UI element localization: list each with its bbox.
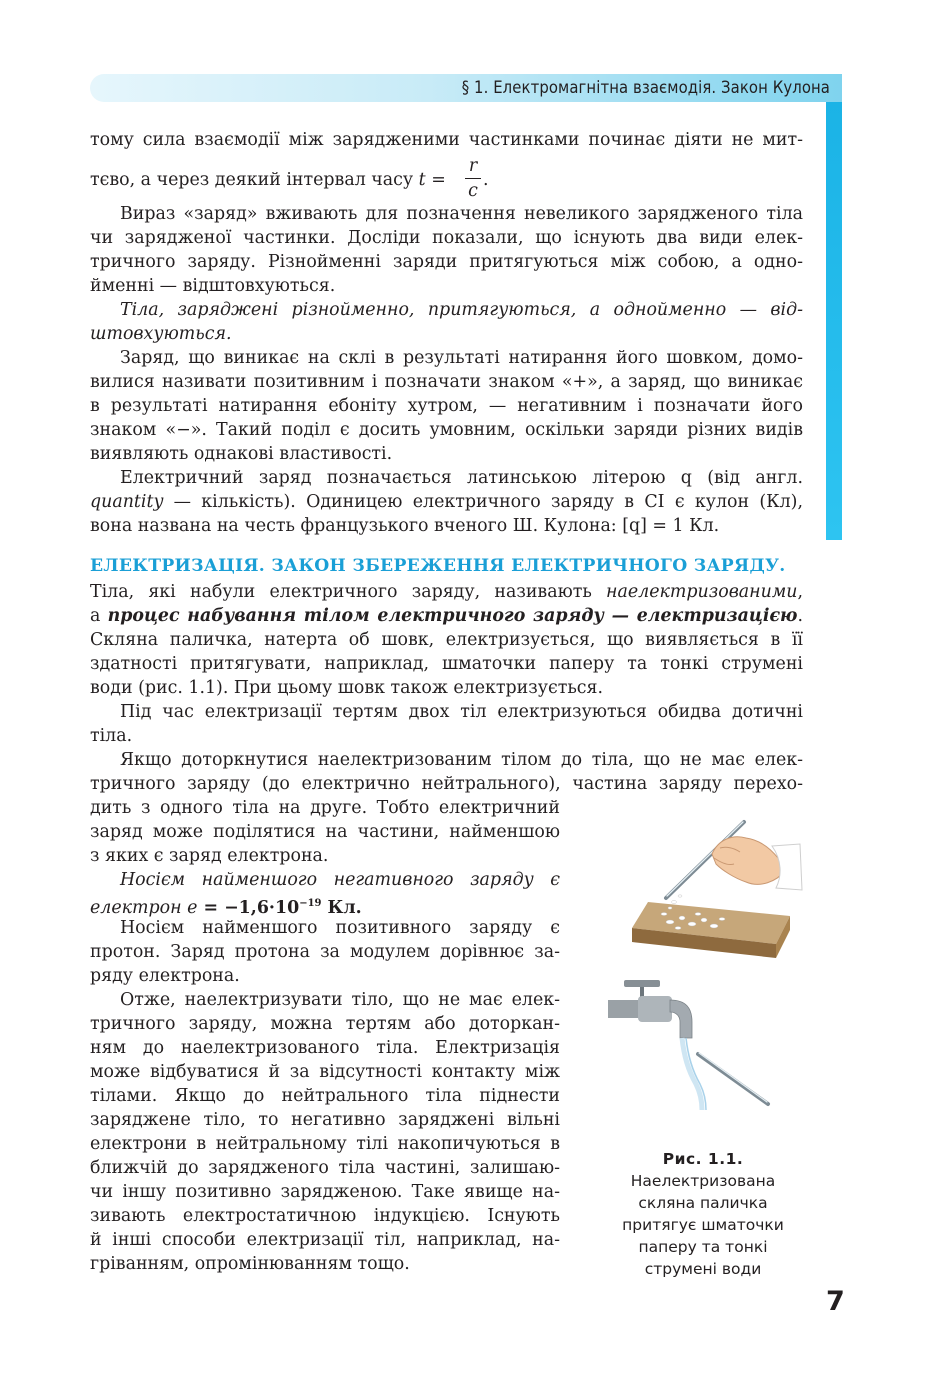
text-line: тілами. Якщо до нейтрального тіла піднести [90, 1086, 560, 1106]
caption-line: притягує шматочки [622, 1216, 784, 1234]
section-title: § 1. Електромагнітна взаємодія. Закон Кулона [461, 78, 830, 97]
valve-handle [624, 980, 660, 987]
rod-and-paper-illustration [600, 818, 810, 968]
text-line: Вираз «заряд» вживають для позначення невеликого зарядженого тіла [120, 204, 803, 224]
text-line: Скляна паличка, натерта об шовк, електризується, що виявляється в її [90, 630, 803, 650]
text-line: ряду електрона. [90, 966, 240, 986]
side-accent-bar [826, 102, 842, 540]
page-number: 7 [826, 1286, 845, 1317]
text-line: здатності притягувати, наприклад, шматочки паперу та тонкі струмені [90, 654, 803, 674]
text-line: Тіла, які набули електричного заряду, називають наелектризованими, [90, 582, 803, 602]
text-line: тричного заряду, можна тертям або доторкан- [90, 1014, 560, 1034]
text-line: й інші способи електризації тіл, наприклад, на- [90, 1230, 560, 1250]
water-stream [682, 1038, 702, 1110]
text-line: вилися називати позитивним і позначати знаком «+», а заряд, що виникає [90, 372, 803, 392]
text-line: заряджене тіло, то негативно заряджені вільні [90, 1110, 560, 1130]
faucet-body [638, 996, 672, 1022]
text-line: гріванням, опромінюванням тощо. [90, 1254, 410, 1274]
text-line: вона названа на честь французького вченого Ш. Кулона: [q] = 1 Кл. [90, 516, 720, 536]
text-line: заряд може поділятися на частини, найменшою [90, 822, 560, 842]
text-line: знаком «−». Такий поділ є досить умовним, оскільки заряди різних видів [90, 420, 803, 440]
caption-line: скляна паличка [638, 1194, 768, 1212]
running-header [90, 74, 842, 102]
figure-caption [603, 1148, 803, 1280]
text-line: ближчій до зарядженого тіла частині, залишаю- [90, 1158, 560, 1178]
caption-line: струмені води [644, 1260, 762, 1278]
faucet-illustration [600, 978, 810, 1118]
text-line: тричного заряду (до електрично нейтрального), частина заряду перехо- [90, 774, 803, 794]
text-line: дить з одного тіла на друге. Тобто електричний [90, 798, 560, 818]
glass-rod [698, 1054, 768, 1104]
text-line: Під час електризації тертям двох тіл електризуються обидва дотичні [120, 702, 803, 722]
text-line: зивають електростатичною індукцією. Існують [90, 1206, 560, 1226]
spout [670, 1000, 692, 1038]
text-line: тєво, а через деякий інтервал часу t = [90, 170, 446, 190]
text-line: а процес набування тілом електричного заряду — електризацією. [90, 606, 803, 626]
rule-text: Носієм найменшого негативного заряду є [120, 870, 560, 890]
text-line: йменні — відштовхуються. [90, 276, 336, 296]
text-line: Носієм найменшого позитивного заряду є [120, 918, 560, 938]
text-line: Електричний заряд позначається латинською літерою q (від англ. [120, 468, 803, 488]
text-line: води (рис. 1.1). При цьому шовк також електризується. [90, 678, 604, 698]
text-line: Отже, наелектризувати тіло, що не має елек- [120, 990, 560, 1010]
text-line: тому сила взаємодії між зарядженими частинками починає діяти не мит- [90, 130, 803, 150]
figure-number: Рис. 1.1. [662, 1150, 744, 1168]
text-line: виявляють однакові властивості. [90, 444, 393, 464]
electron-charge: електрон $e = -1,6\cdot 10^{-19}$ Кл. [90, 897, 362, 918]
rule-text: штовхуються. [90, 324, 232, 344]
text-line: чи зарядженої частинки. Досліди показали, що існують два види елек- [90, 228, 803, 248]
text-line: тіла. [90, 726, 133, 746]
rule-text: Тіла, заряджені різнойменно, притягуються, а однойменно — від- [120, 300, 803, 320]
text-line: з яких є заряд електрона. [90, 846, 329, 866]
text-line: чи іншу позитивно зарядженою. Таке явище на- [90, 1182, 560, 1202]
text-line: quantity — кількість). Одиницею електричного заряду в СІ є кулон (Кл), [90, 492, 803, 512]
text-line: може відбуватися й за відсутності контакту між [90, 1062, 560, 1082]
text-line: електрони в нейтральному тілі накопичуються в [90, 1134, 560, 1154]
pipe [608, 1000, 640, 1018]
hand [712, 837, 786, 885]
text-line: Якщо доторкнутися наелектризованим тілом до тіла, що не має елек- [120, 750, 803, 770]
section-heading: ЕЛЕКТРИЗАЦІЯ. ЗАКОН ЗБЕРЕЖЕННЯ ЕЛЕКТРИЧНОГО ЗАРЯДУ. [90, 556, 786, 576]
caption-line: паперу та тонкі [638, 1238, 768, 1256]
fraction-r-over-c: r c [465, 156, 481, 201]
formula-end: . [483, 170, 489, 190]
text-line: в результаті натирання ебоніту хутром, — негативним і позначати його [90, 396, 803, 416]
caption-line: Наелектризована [630, 1172, 776, 1190]
text-line: Заряд, що виникає на склі в результаті натирання його шовком, домо- [120, 348, 803, 368]
text-line: протон. Заряд протона за модулем дорівнює за- [90, 942, 560, 962]
text-line: ням до наелектризованого тіла. Електризація [90, 1038, 560, 1058]
text-line: тричного заряду. Різнойменні заряди притягуються між собою, а одно- [90, 252, 803, 272]
